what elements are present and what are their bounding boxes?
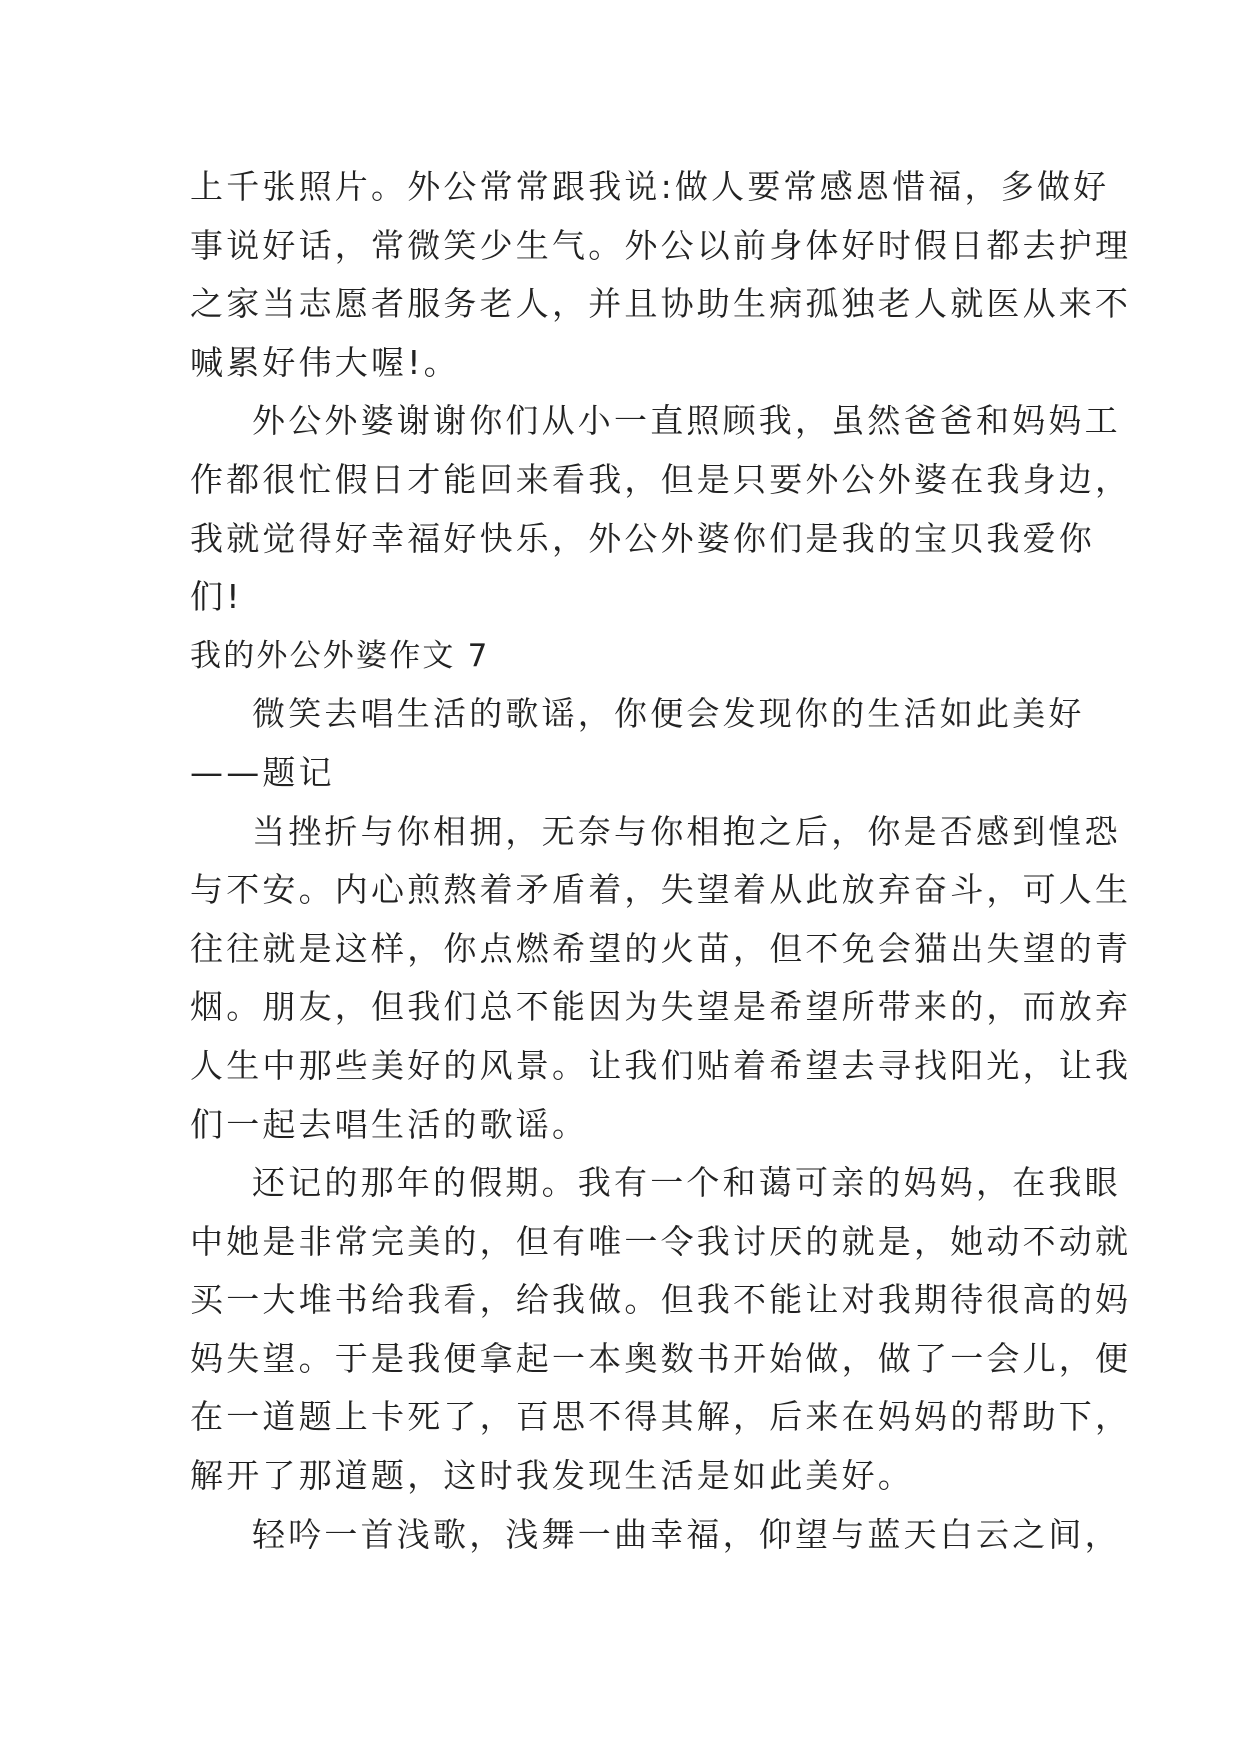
paragraph [190,158,1132,392]
text-line: 烟。朋友，但我们总不能因为失望是希望所带来的，而放弃 [190,987,1132,1027]
paragraph [190,803,1132,1155]
text-line: 们! [190,577,243,617]
text-line: 解开了那道题，这时我发现生活是如此美好。 [190,1456,914,1496]
paragraph [190,685,1085,802]
text-line: 当挫折与你相拥，无奈与你相抱之后，你是否感到惶恐 [252,811,1121,851]
text-line: 还记的那年的假期。我有一个和蔼可亲的妈妈，在我眼 [252,1163,1121,1203]
text-line: 之家当志愿者服务老人，并且协助生病孤独老人就医从来不 [190,284,1132,324]
text-line: 我就觉得好幸福好快乐，外公外婆你们是我的宝贝我爱你 [190,518,1095,558]
text-line: 与不安。内心煎熬着矛盾着，失望着从此放弃奋斗，可人生 [190,870,1132,910]
text-line: 在一道题上卡死了，百思不得其解，后来在妈妈的帮助下， [190,1397,1132,1437]
text-line: 轻吟一首浅歌，浅舞一曲幸福，仰望与蓝天白云之间， [252,1514,1121,1554]
section-heading [190,627,1052,686]
paragraph [190,392,1132,626]
text-line: 喊累好伟大喔!。 [190,342,460,382]
text-line: 作都很忙假日才能回来看我，但是只要外公外婆在我身边， [190,459,1132,499]
text-line: 们一起去唱生活的歌谣。 [190,1104,589,1144]
text-line: 事说好话，常微笑少生气。外公以前身体好时假日都去护理 [190,225,1132,265]
text-line: 往往就是这样，你点燃希望的火苗，但不免会猫出失望的青 [190,928,1132,968]
text-line: 我的外公外婆作文 7 [190,637,490,674]
paragraph [190,1506,1121,1565]
text-line: ——题记 [190,752,335,792]
text-line: 外公外婆谢谢你们从小一直照顾我，虽然爸爸和妈妈工 [252,401,1121,441]
paragraph [190,1154,1132,1506]
text-line: 中她是非常完美的，但有唯一令我讨厌的就是，她动不动就 [190,1221,1132,1261]
text-line: 人生中那些美好的风景。让我们贴着希望去寻找阳光，让我 [190,1045,1132,1085]
document-body [190,158,1132,1564]
text-line: 买一大堆书给我看，给我做。但我不能让对我期待很高的妈 [190,1280,1132,1320]
text-line: 微笑去唱生活的歌谣，你便会发现你的生活如此美好 [252,694,1085,734]
text-line: 上千张照片。外公常常跟我说:做人要常感恩惜福，多做好 [190,167,1110,206]
text-line: 妈失望。于是我便拿起一本奥数书开始做，做了一会儿，便 [190,1338,1132,1378]
